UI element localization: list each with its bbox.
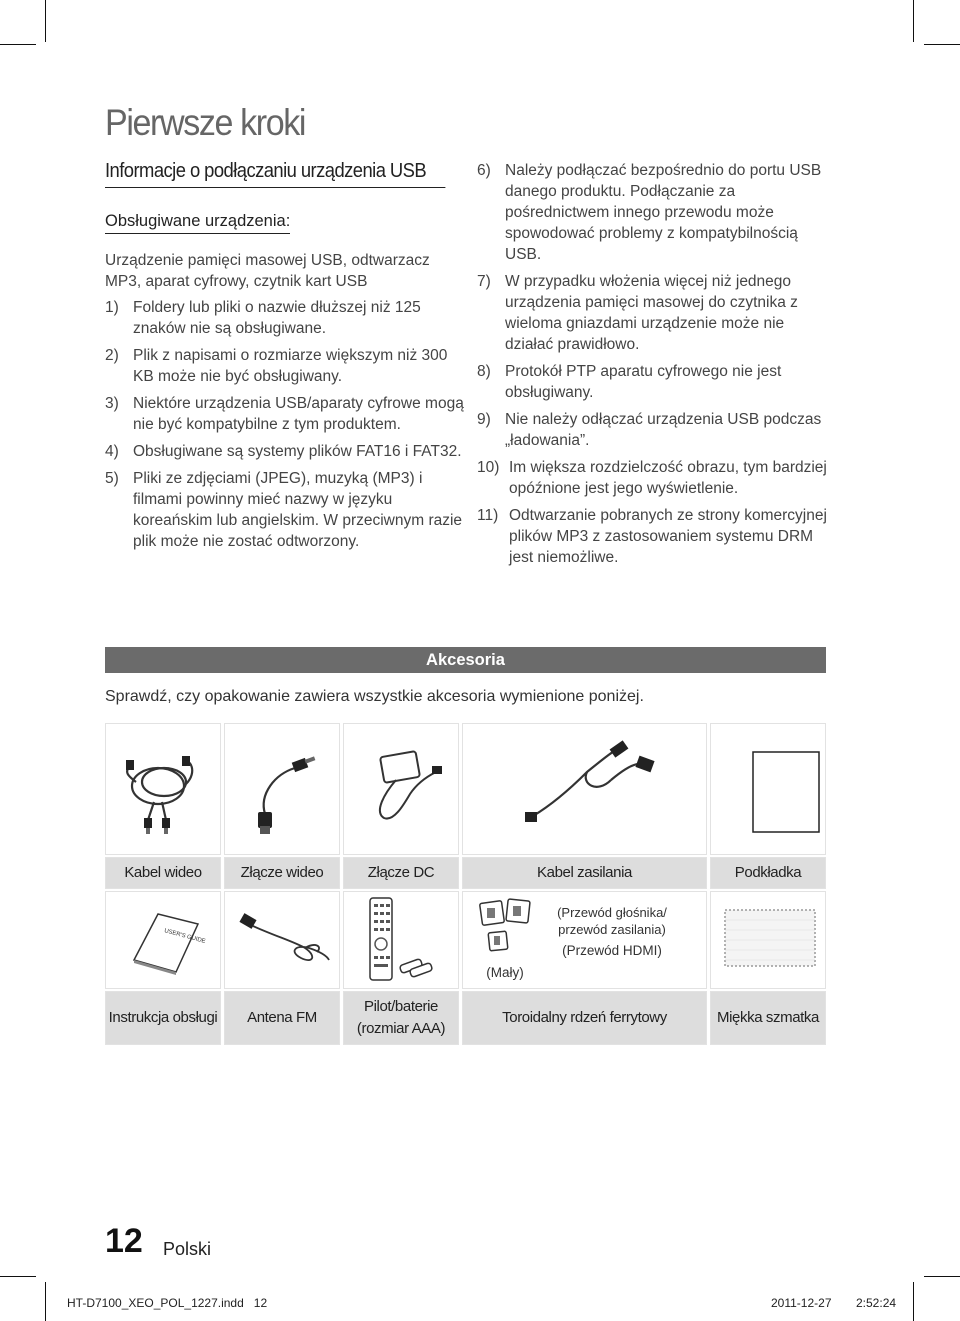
list-item: 7) W przypadku włożenia więcej niż jednego urządzenia pamięci masowej do czytnika z wieloma gniazdami urządzenie może nie działać prawidłowo. [477,273,798,353]
video-cable-image [105,723,221,855]
ferrite-note-small: (Mały) [486,965,524,980]
label-remote-batteries: Pilot/baterie (rozmiar AAA) [343,991,459,1045]
label-pad: Podkładka [710,857,826,889]
list-item: 11) Odtwarzanie pobranych ze strony komercyjnej plików MP3 z zastosowaniem systemu DRM jest niemożliwe. [477,507,827,566]
label-cleaning-cloth: Miękka szmatka [710,991,826,1045]
accessory-label-row-2 [105,991,826,1045]
power-cable-image [462,723,707,855]
section-heading: Informacje o podłączaniu urządzenia USB [105,160,445,188]
list-item: 5) Pliki ze zdjęciami (JPEG), muzyką (MP3) i filmami powinny mieć nazwy w języku koreańskim lub angielskim. W przeciwnym razie plik może nie zostać odtworzony. [105,470,463,550]
user-manual-image [105,891,221,989]
list-item: 8) Protokół PTP aparatu cyfrowego nie jest obsługiwany. [477,363,782,401]
usb-notes-list-left [105,297,465,552]
supported-devices-intro: Urządzenie pamięci masowej USB, odtwarzacz MP3, aparat cyfrowy, czytnik kart USB [105,252,430,290]
svg-text:USER'S GUIDE: USER'S GUIDE [163,928,207,945]
accessories-banner: Akcesoria [105,647,826,673]
pad-image [710,723,826,855]
video-connector-image [224,723,340,855]
crop-mark [924,1276,960,1277]
list-item: 1) Foldery lub pliki o nazwie dłuższej niż 125 znaków nie są obsługiwane. [105,299,421,337]
label-dc-connector: Złącze DC [343,857,459,889]
crop-mark [45,1282,46,1321]
footer-date: 2011-12-27 [771,1296,832,1310]
list-item: 3) Niektóre urządzenia USB/aparaty cyfrowe mogą nie być kompatybilne z tym produktem. [105,395,464,433]
cleaning-cloth-image [710,891,826,989]
list-item: 2) Plik z napisami o rozmiarze większym niż 300 KB może nie być obsługiwany. [105,347,448,385]
page-number: 12 [105,1222,143,1260]
page-language: Polski [163,1239,212,1259]
label-video-connector: Złącze wideo [224,857,340,889]
usb-notes-list-right [477,160,827,568]
usb-info-right-column [477,160,827,574]
remote-batteries-image [343,891,459,989]
accessory-image-row-2 [105,891,826,989]
page-title: Pierwsze kroki [105,102,306,143]
list-item: 4) Obsługiwane są systemy plików FAT16 i FAT32. [105,443,462,460]
crop-mark [0,44,36,45]
label-video-cable: Kabel wideo [105,857,221,889]
ferrite-core-image [462,891,707,989]
label-user-manual: Instrukcja obsługi [105,991,221,1045]
accessories-check-text: Sprawdź, czy opakowanie zawiera wszystkie akcesoria wymienione poniżej. [105,688,644,705]
ferrite-note-speaker: (Przewód głośnika/ przewód zasilania) [557,905,667,937]
label-ferrite-core: Toroidalny rdzeń ferrytowy [462,991,707,1045]
crop-mark [924,44,960,45]
label-power-cable: Kabel zasilania [462,857,707,889]
list-item: 9) Nie należy odłączać urządzenia USB podczas „ładowania”. [477,411,822,449]
crop-mark [913,0,914,42]
footer-file-name: HT-D7100_XEO_POL_1227.indd 12 [67,1296,268,1310]
fm-antenna-image [224,891,340,989]
supported-devices-heading: Obsługiwane urządzenia: [105,212,290,234]
crop-mark [913,1282,914,1321]
footer-time: 2:52:24 [856,1296,897,1310]
accessory-label-row-1 [105,857,826,889]
crop-mark [45,0,46,42]
list-item: 6) Należy podłączać bezpośrednio do portu USB danego produktu. Podłączanie za pośrednictwem innego przewodu może spowodować problemy z kompatybilnością USB. [477,162,822,263]
label-fm-antenna: Antena FM [224,991,340,1045]
accessory-image-row-1 [105,723,826,855]
crop-mark [0,1276,36,1277]
ferrite-note-hdmi: (Przewód HDMI) [562,943,662,958]
list-item: 10) Im większa rozdzielczość obrazu, tym bardziej opóźnione jest jego wyświetlenie. [477,459,827,497]
usb-info-left-column [105,160,465,558]
dc-connector-image [343,723,459,855]
